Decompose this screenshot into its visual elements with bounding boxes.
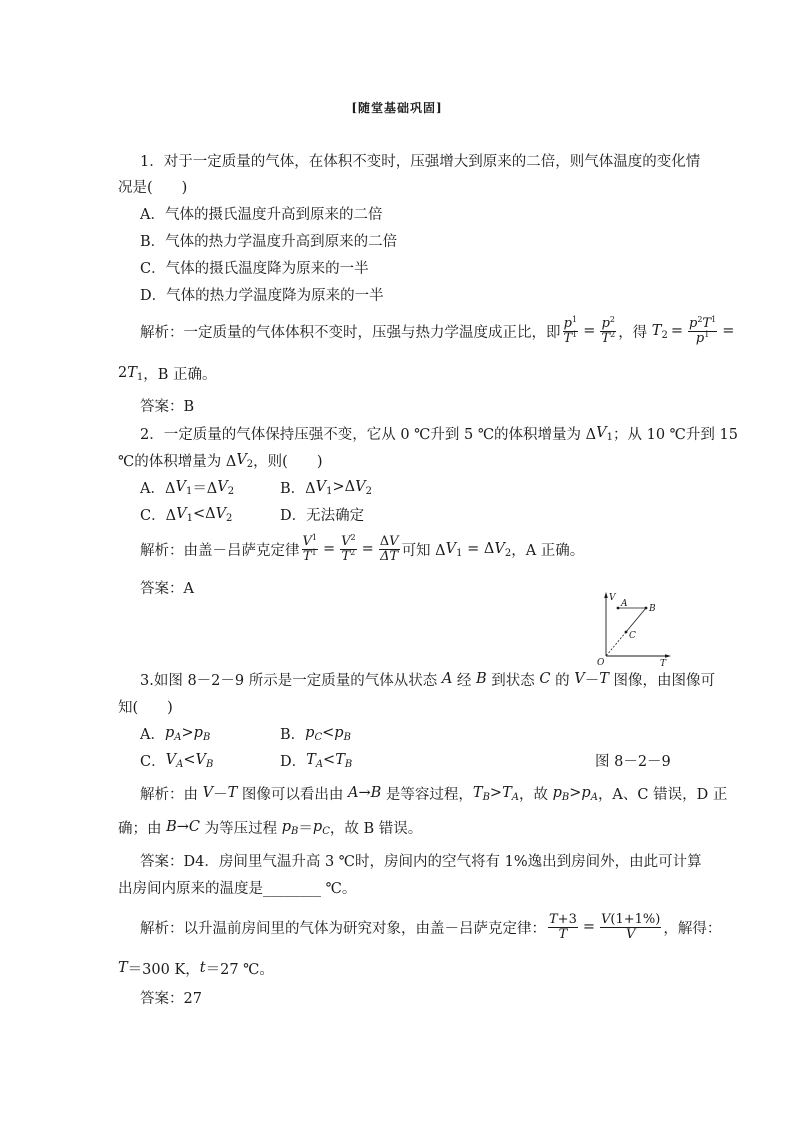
extension-line-c-to-origin (606, 632, 626, 656)
stem-text: 的 (550, 672, 575, 689)
variable-p: p (164, 725, 175, 741)
subscript: C (322, 825, 330, 837)
q4-analysis-line-1 (140, 911, 721, 943)
equals-sign: = (361, 541, 374, 557)
analysis-text: 可知 Δ (401, 542, 446, 559)
fraction-numerator (302, 535, 318, 549)
variable-t: T (341, 549, 351, 564)
analysis-text: ，A、C 错误，D 正 (597, 786, 728, 803)
q3-option-a (140, 723, 210, 743)
subscript: 1 (186, 512, 193, 524)
state-b: B (370, 785, 382, 801)
variable-v: V (315, 479, 327, 495)
variable-t: T (118, 960, 128, 976)
stem-text: ℃的体积增量为 Δ (118, 453, 237, 470)
fraction-denominator (600, 331, 616, 346)
fraction-numerator (379, 535, 400, 549)
q3-analysis-line-1 (140, 783, 727, 803)
q2-analysis (140, 533, 584, 565)
comparison-sign: > (181, 725, 194, 741)
state-a: A (347, 785, 359, 801)
fraction-p2t1-over-p1 (688, 317, 717, 346)
fraction-v2-over-t2 (340, 535, 356, 564)
dash: － (213, 786, 228, 803)
q1-option-b: B．气体的热力学温度升高到原来的二倍 (140, 233, 398, 250)
variable-p: p (281, 819, 292, 835)
variable-v: V (574, 671, 585, 687)
fraction-denominator (379, 549, 400, 564)
q1-option-d: D．气体的热力学温度降为原来的一半 (140, 287, 384, 304)
analysis-text: ，解得： (663, 920, 722, 937)
fraction-denominator (302, 549, 318, 564)
numerator-term: +3 (557, 912, 577, 927)
subscript: 1 (136, 371, 144, 383)
state-b: B (166, 819, 177, 835)
point-a (617, 607, 620, 610)
fraction-denominator (688, 331, 717, 346)
stem-text: ，则( ) (253, 453, 323, 470)
superscript: 1 (572, 330, 578, 339)
t-axis-arrow (665, 654, 671, 658)
variable-v: V (202, 785, 214, 801)
analysis-text: = Δ (462, 541, 495, 557)
equals-sign: = (583, 323, 596, 339)
variable-t: T (389, 549, 399, 564)
variable-v: V (217, 479, 228, 495)
subscript: 2 (246, 458, 254, 470)
subscript: A (511, 791, 519, 803)
stem-text: 2．一定质量的气体保持压强不变，它从 0 ℃升到 5 ℃的体积增量为 Δ (140, 426, 597, 443)
variable-v: V (625, 927, 636, 942)
superscript: 1 (711, 315, 717, 324)
subscript: 2 (227, 485, 235, 497)
dash: － (584, 672, 600, 689)
stem-text: ；从 10 ℃升到 15 (613, 426, 738, 443)
subscript: B (482, 791, 490, 803)
option-text: <Δ (192, 506, 216, 522)
q3-analysis-line-2 (118, 817, 422, 837)
variable-v: V (236, 452, 247, 468)
variable-t: T (651, 323, 662, 339)
q2-option-c (140, 504, 232, 524)
state-b: B (476, 671, 487, 687)
fraction-denominator (600, 927, 661, 942)
origin-label: O (597, 658, 605, 668)
equals-sign: = (670, 323, 683, 339)
subscript: 1 (606, 431, 613, 443)
subscript: 2 (661, 329, 668, 341)
point-c (625, 631, 628, 634)
q2-option-b (280, 477, 372, 497)
analysis-text: ，故 B 错误。 (329, 820, 423, 837)
analysis-text: 为等压过程 (200, 820, 282, 837)
stem-text: 3.如图 8－2－9 所示是一定质量的气体从状态 (140, 672, 442, 689)
fraction-p2-over-t2 (600, 317, 616, 346)
variable-t: T (227, 785, 238, 801)
q2-stem-line-2 (118, 450, 323, 470)
option-text: C． (140, 753, 166, 770)
q2-option-d: D．无法确定 (280, 507, 365, 524)
subscript: B (291, 825, 299, 837)
point-c-label: C (629, 631, 636, 641)
superscript: 1 (572, 315, 578, 324)
q2-answer: 答案：A (140, 580, 194, 597)
analysis-text: 解析：由盖－吕萨克定律 (140, 542, 300, 559)
fraction-p1-over-t1 (563, 317, 579, 346)
subscript: 1 (185, 485, 193, 497)
variable-p: p (552, 785, 562, 801)
v-t-graph (594, 590, 672, 670)
variable-t: T (563, 331, 573, 346)
q4-analysis-line-2 (118, 958, 274, 978)
variable-t: T (306, 752, 316, 768)
process-line-b-to-c (626, 608, 646, 632)
option-text: C．Δ (140, 507, 177, 524)
q2-stem-line-1 (140, 423, 738, 443)
q3-stem-line-1 (140, 669, 715, 689)
coefficient: 2 (118, 365, 128, 381)
comparison-sign: > (489, 785, 503, 801)
variable-t: T (302, 549, 312, 564)
variable-t: T (601, 331, 611, 346)
subscript: B (202, 731, 211, 743)
variable-p: p (563, 316, 572, 331)
state-a: A (441, 671, 453, 687)
subscript: 2 (504, 547, 512, 559)
q1-answer: 答案：B (140, 398, 195, 415)
superscript: 2 (350, 548, 356, 557)
analysis-text: 是等容过程， (381, 786, 473, 803)
fraction-dv-over-dt (379, 535, 400, 564)
q1-analysis-line-2 (118, 363, 217, 383)
fraction-v1-over-t1 (302, 535, 318, 564)
variable-v: V (195, 752, 206, 768)
variable-p: p (334, 725, 344, 741)
subscript: C (314, 731, 323, 743)
superscript: 2 (350, 533, 356, 542)
fraction-numerator (340, 535, 356, 549)
fraction-numerator (688, 317, 717, 331)
subscript: 1 (326, 485, 333, 497)
subscript: B (344, 758, 353, 770)
section-title: [随堂基础巩固] (351, 100, 443, 115)
equals-sign: = (322, 541, 336, 557)
superscript: 1 (704, 330, 710, 339)
variable-p: p (689, 316, 698, 331)
delta-symbol: Δ (379, 534, 390, 549)
subscript: 1 (456, 547, 463, 559)
q4-answer: 答案：27 (140, 990, 202, 1007)
q1-option-c: C．气体的摄氏温度降为原来的一半 (140, 260, 369, 277)
analysis-text: ＝27 ℃。 (205, 961, 274, 978)
variable-t: T (127, 365, 137, 381)
subscript: B (561, 791, 570, 803)
variable-t-celsius: t (199, 960, 206, 976)
variable-p: p (695, 331, 705, 346)
option-text: >Δ (332, 479, 356, 495)
subscript: A (315, 758, 324, 770)
v-axis-arrow (604, 592, 608, 598)
variable-t: T (472, 785, 483, 801)
fraction-denominator (340, 549, 356, 564)
q1-option-a: A．气体的摄氏温度升高到原来的二倍 (140, 206, 383, 223)
q1-stem-line-2: 况是( ) (118, 179, 188, 196)
variable-t: T (702, 316, 712, 331)
comparison-sign: < (183, 752, 196, 768)
fraction-denominator (548, 927, 578, 942)
subscript: 2 (365, 485, 372, 497)
fraction-numerator (600, 317, 616, 331)
numerator-term: (1+1%) (610, 912, 661, 927)
variable-v: V (341, 534, 351, 549)
superscript: 2 (697, 315, 703, 324)
option-text: B．Δ (280, 480, 316, 497)
q3-stem-line-2: 知( ) (118, 699, 173, 716)
analysis-text: 图像可以看出由 (237, 786, 348, 803)
analysis-text: ，B 正确。 (143, 366, 217, 383)
analysis-text: ，A 正确。 (511, 542, 585, 559)
q1-stem-line-1: 1．对于一定质量的气体，在体积不变时，压强增大到原来的二倍，则气体温度的变化情 (140, 153, 701, 170)
arrow-icon: → (358, 785, 371, 801)
comparison-sign: > (569, 785, 582, 801)
equals-sign: = (582, 919, 595, 935)
q3-option-d (280, 750, 352, 770)
v-axis-label: V (609, 593, 616, 603)
variable-v: V (302, 534, 312, 549)
analysis-text: 解析：由 (140, 786, 203, 803)
fraction-numerator (563, 317, 579, 331)
q2-option-a (140, 477, 234, 497)
t-axis-label: T (660, 659, 667, 669)
equals-sign: ＝ (298, 820, 313, 837)
q1-analysis-line-1 (140, 315, 737, 347)
superscript: 2 (609, 315, 616, 324)
point-b-label: B (649, 604, 656, 614)
variable-v: V (355, 479, 366, 495)
analysis-text: ，故 (518, 786, 553, 803)
subscript: B (343, 731, 351, 743)
comparison-sign: < (322, 725, 335, 741)
delta-symbol: Δ (380, 549, 390, 564)
arrow-icon: → (176, 819, 189, 835)
analysis-text: ＝300 K， (127, 961, 200, 978)
variable-t: T (502, 785, 512, 801)
option-text: A．Δ (140, 480, 176, 497)
variable-t: T (599, 671, 609, 687)
variable-p: p (305, 725, 315, 741)
comparison-sign: < (323, 752, 336, 768)
option-text: A． (140, 726, 165, 743)
variable-v: V (445, 541, 457, 557)
variable-v: V (601, 912, 611, 927)
variable-v: V (176, 506, 187, 522)
variable-p: p (581, 785, 591, 801)
fraction-numerator (600, 913, 661, 927)
variable-v: V (165, 752, 177, 768)
state-c: C (188, 819, 201, 835)
subscript: A (174, 731, 182, 743)
point-a-label: A (621, 599, 628, 609)
superscript: 2 (610, 330, 616, 339)
option-text: ＝Δ (192, 480, 218, 497)
subscript: B (205, 758, 214, 770)
variable-v: V (175, 479, 186, 495)
q4-stem-line-2: 出房间内原来的温度是________ ℃。 (118, 880, 357, 897)
stem-text: 经 (452, 672, 477, 689)
analysis-text: ，得 (618, 324, 652, 341)
q3-answer-and-q4-stem-line-1: 答案：D4．房间里气温升高 3 ℃时，房间内的空气将有 1%逸出到房间外，由此可计算 (140, 853, 702, 870)
fraction-v-times-over-v (600, 913, 661, 942)
subscript: A (590, 791, 598, 803)
subscript: A (176, 758, 184, 770)
fraction-t-plus-3-over-t (548, 913, 578, 942)
state-c: C (539, 671, 551, 687)
equals-sign: = (722, 323, 735, 339)
variable-v: V (596, 425, 607, 441)
stem-text: 到状态 (486, 672, 540, 689)
variable-p: p (312, 819, 323, 835)
option-text: B． (280, 726, 306, 743)
superscript: 1 (311, 548, 317, 557)
variable-v: V (389, 534, 399, 549)
fraction-numerator (548, 913, 578, 927)
superscript: 1 (311, 533, 317, 542)
variable-p: p (601, 316, 610, 331)
variable-t: T (549, 912, 558, 927)
variable-v: V (215, 506, 227, 522)
analysis-text: 解析：以升温前房间里的气体为研究对象，由盖－吕萨克定律： (140, 920, 546, 937)
subscript: 2 (226, 512, 233, 524)
point-b (645, 607, 648, 610)
variable-v: V (494, 541, 505, 557)
figure-caption: 图 8－2－9 (595, 753, 671, 770)
fraction-denominator (563, 331, 579, 346)
q3-option-b (280, 723, 351, 743)
analysis-text: 确；由 (118, 820, 167, 837)
variable-t: T (558, 927, 568, 942)
stem-text: 图像，由图像可 (608, 672, 716, 689)
analysis-text: 解析：一定质量的气体体积不变时，压强与热力学温度成正比，即 (140, 324, 561, 341)
q3-option-c (140, 750, 213, 770)
variable-t: T (335, 752, 345, 768)
option-text: D． (280, 753, 307, 770)
variable-p: p (193, 725, 203, 741)
